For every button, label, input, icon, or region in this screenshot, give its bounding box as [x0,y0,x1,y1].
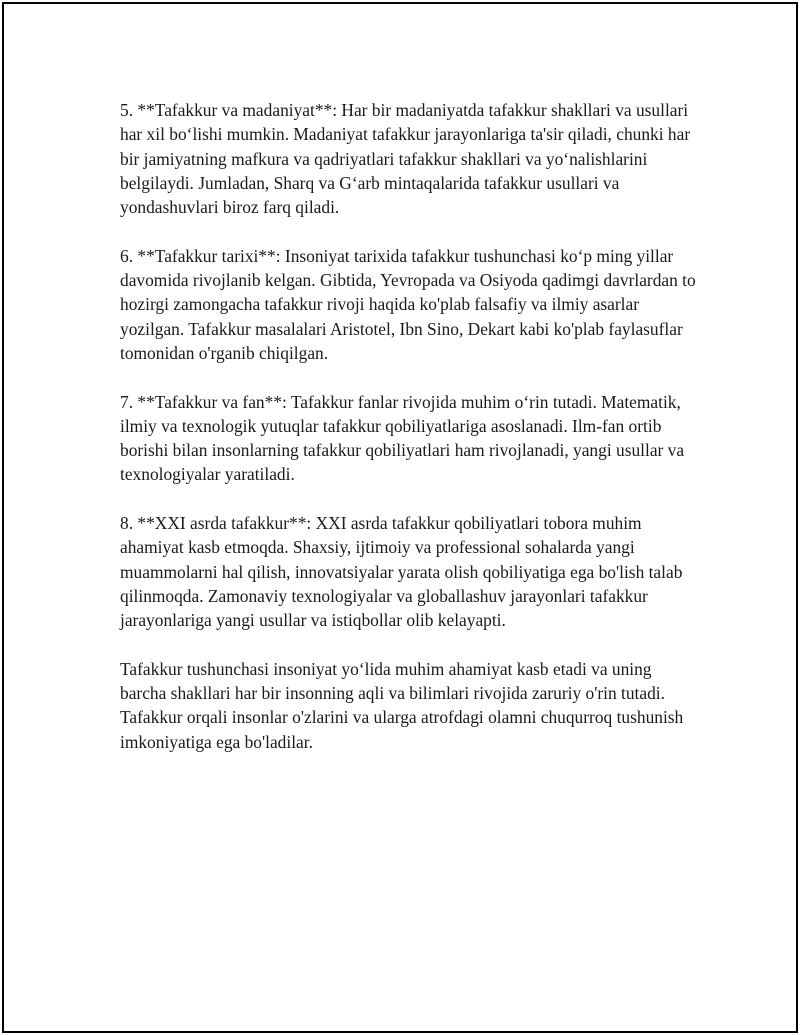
paragraph-conclusion: Tafakkur tushunchasi insoniyat yo‘lida muhim ahamiyat kasb etadi va uning barcha shakllari har bir insonning aqli va bilimlari rivojida zaruriy o'rin tutadi. Tafakkur orqali insonlar o'zlarini va ularga atrofdagi olamni chuqurroq tushunish imkoniyatiga ega bo'ladilar. [120,658,684,752]
paragraph-science: 7. **Tafakkur va fan**: Tafakkur fanlar rivojida muhim o‘rin tutadi. Matematik, ilmiy va texnologik yutuqlar tafakkur qobiliyatlariga asoslanadi. Ilm-fan ortib borishi bilan insonlarning tafakkur qobiliyatlari ham rivojlanadi, yangi usullar va texnologiyalar yaratiladi. [120,391,685,485]
paragraph-history: 6. **Tafakkur tarixi**: Insoniyat tarixida tafakkur tushunchasi ko‘p ming yillar davomida rivojlanib kelgan. Gibtida, Yevropada va Osiyoda qadimgi davrlardan to hozirgi zamongacha tafakkur rivoji haqida ko'plab falsafiy va ilmiy asarlar yozilgan. Tafakkur masalalari Aristotel, Ibn Sino, Dekart kabi ko'plab faylasuflar tomonidan o'rganib chiqilgan. [120,245,696,363]
paragraph-culture: 5. **Tafakkur va madaniyat**: Har bir madaniyatda tafakkur shakllari va usullari har xil bo‘lishi mumkin. Madaniyat tafakkur jarayonlariga ta'sir qiladi, chunki har bir jamiyatning mafkura va qadriyatlari tafakkur shakllari va yo‘nalishlarini belgilaydi. Jumladan, Sharq va G‘arb mintaqalarida tafakkur usullari va yondashuvlari biroz farq qiladi. [120,100,691,218]
document-body [120,98,700,778]
paragraph-21st-century: 8. **XXI asrda tafakkur**: XXI asrda tafakkur qobiliyatlari tobora muhim ahamiyat kasb etmoqda. Shaxsiy, ijtimoiy va professional sohalarda yangi muammolarni hal qilish, innovatsiyalar yarata olish qobiliyatiga ega bo'lish talab qilinmoqda. Zamonaviy texnologiyalar va globallashuv jarayonlari tafakkur jarayonlariga yangi usullar va istiqbollar olib kelayapti. [120,513,683,631]
document-page [2,2,798,1033]
